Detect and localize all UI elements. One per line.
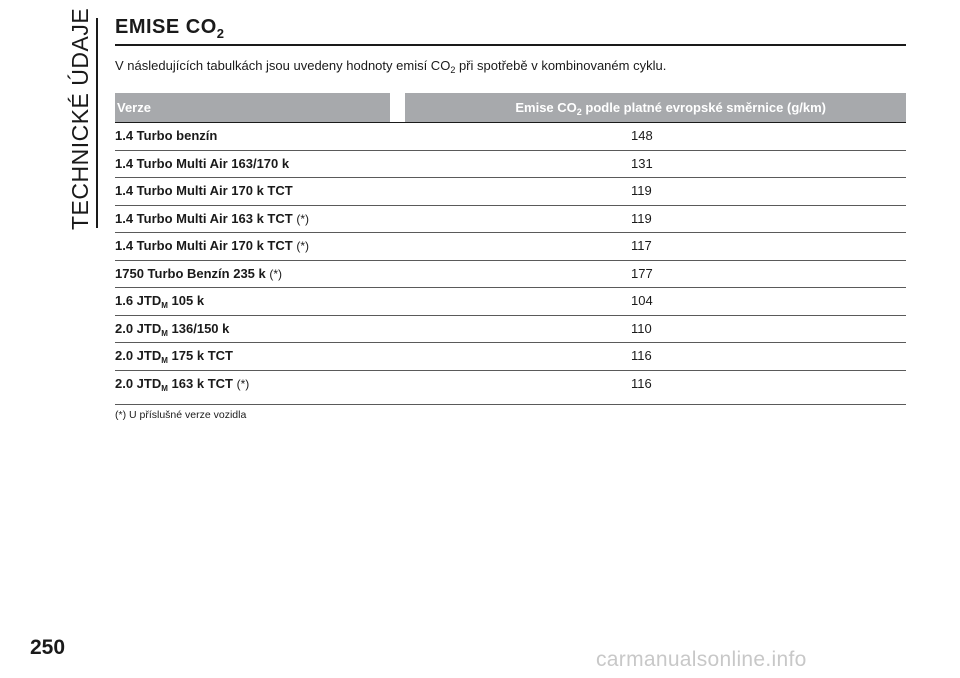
column-header-emissions (405, 93, 906, 122)
model-name: 1.4 Turbo benzín (115, 128, 218, 143)
section-divider (96, 18, 98, 228)
table-header (115, 93, 906, 123)
model-name-suffix: 105 k (171, 293, 205, 308)
row-model (115, 183, 293, 200)
table-row (115, 178, 906, 206)
row-value: 104 (631, 293, 653, 308)
table-row (115, 123, 906, 151)
intro-subscript: 2 (450, 65, 456, 75)
page-title-text: EMISE CO (115, 16, 217, 38)
table-row (115, 343, 906, 371)
table-row (115, 316, 906, 344)
model-name: 1.4 Turbo Multi Air 163/170 k (115, 155, 290, 171)
row-note: (*) (269, 266, 283, 281)
column-header-emissions-start: Emise CO (515, 100, 577, 115)
emissions-table-body (115, 123, 906, 397)
row-value: 116 (631, 375, 652, 391)
row-value: 116 (631, 348, 652, 363)
intro-paragraph (115, 58, 666, 75)
section-tab (66, 7, 94, 230)
title-rule (115, 44, 906, 46)
row-model (115, 266, 282, 283)
table-row (115, 288, 906, 316)
row-value: 119 (631, 210, 652, 226)
row-value: 148 (631, 128, 653, 143)
row-note: (*) (296, 211, 309, 226)
model-name: 1.6 JTD (115, 293, 162, 308)
table-row (115, 233, 906, 261)
row-value: 131 (631, 155, 653, 171)
column-header-emissions-end: podle platné evropské směrnice (g/km) (581, 100, 826, 115)
footnote: (*) U příslušné verze vozidla (115, 409, 247, 421)
row-value: 119 (631, 183, 652, 198)
row-model (115, 376, 249, 393)
model-name: 1.4 Turbo Multi Air 163 k TCT (115, 210, 293, 226)
model-subscript: M (161, 301, 168, 310)
page-title-subscript: 2 (216, 26, 225, 41)
model-name: 1.4 Turbo Multi Air 170 k TCT (115, 238, 293, 253)
table-bottom-rule (115, 404, 906, 405)
model-name: 2.0 JTD (115, 375, 162, 391)
row-value: 110 (631, 320, 652, 336)
page-title (115, 16, 225, 41)
page-number: 250 (30, 636, 66, 659)
watermark: carmanualsonline.info (596, 648, 807, 671)
section-title-vertical: TECHNICKÉ ÚDAJE (67, 7, 93, 230)
table-row (115, 261, 906, 289)
model-name-suffix: 136/150 k (171, 320, 230, 336)
column-header-subscript: 2 (576, 107, 582, 117)
model-subscript: M (161, 328, 168, 338)
model-name-suffix: 163 k TCT (171, 375, 233, 391)
model-name: 2.0 JTD (115, 348, 162, 363)
row-model (115, 156, 289, 173)
row-model (115, 348, 233, 365)
intro-text-start: V následujících tabulkách jsou uvedeny hodnoty emisí CO (115, 58, 451, 73)
row-value: 177 (631, 265, 653, 281)
row-note: (*) (236, 376, 250, 391)
model-name: 1750 Turbo Benzín 235 k (115, 265, 266, 281)
row-model (115, 211, 309, 228)
intro-text-end: při spotřebě v kombinovaném cyklu. (455, 58, 667, 73)
model-subscript: M (161, 356, 168, 365)
row-model (115, 128, 217, 145)
model-name: 2.0 JTD (115, 320, 162, 336)
model-name: 1.4 Turbo Multi Air 170 k TCT (115, 183, 293, 198)
model-name-suffix: 175 k TCT (171, 348, 233, 363)
row-model (115, 238, 309, 255)
row-value: 117 (631, 238, 652, 253)
model-subscript: M (161, 383, 168, 393)
row-model (115, 321, 229, 338)
table-row (115, 371, 906, 398)
table-row (115, 206, 906, 234)
row-note: (*) (296, 239, 309, 253)
table-row (115, 151, 906, 179)
row-model (115, 293, 204, 310)
column-header-version: Verze (115, 93, 390, 122)
